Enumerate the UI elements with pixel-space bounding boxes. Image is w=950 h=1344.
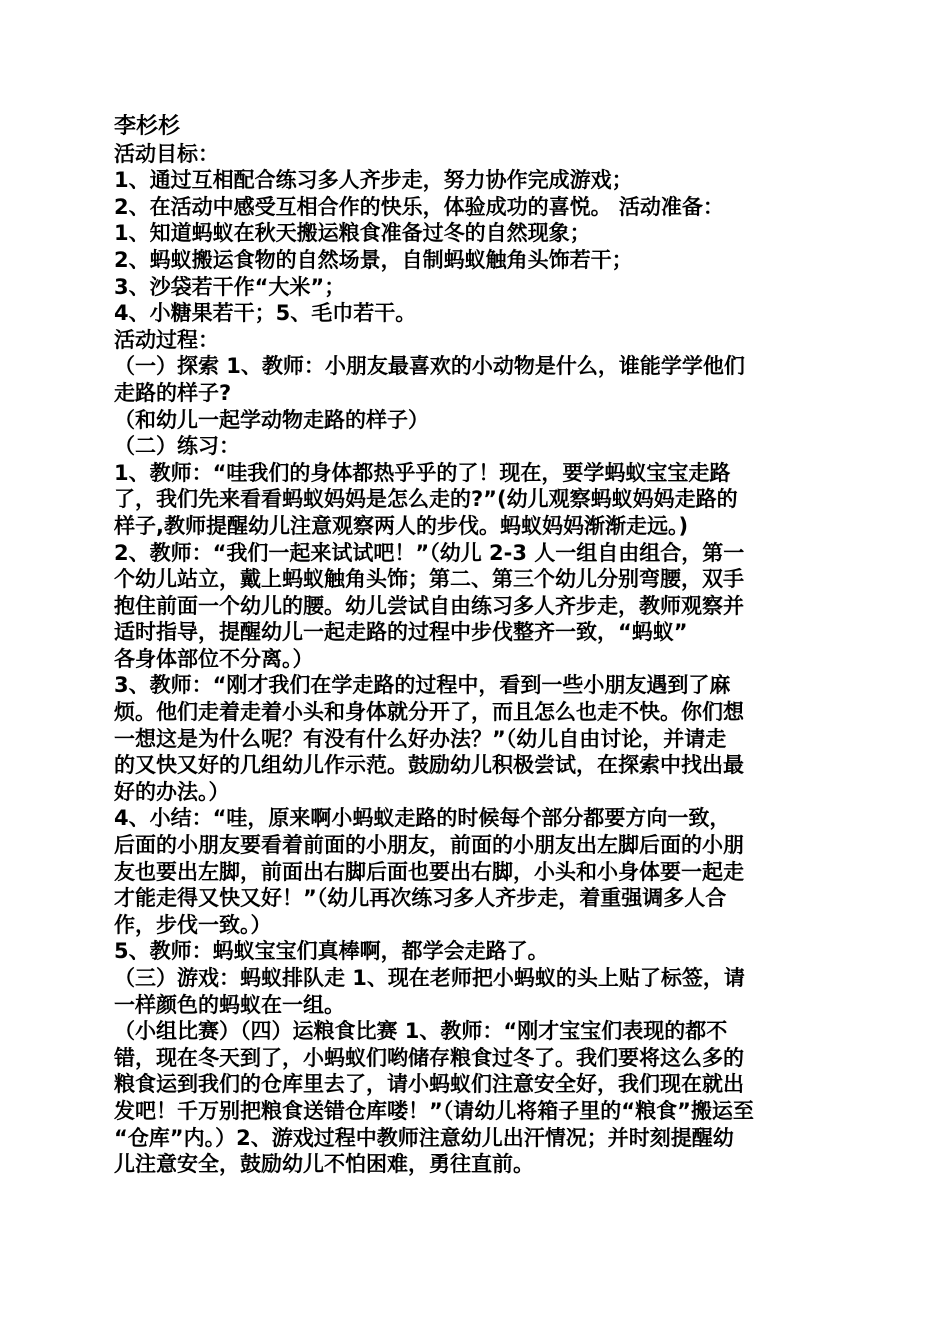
text-line: 3、教师：“刚才我们在学走路的过程中，看到一些小朋友遇到了麻 [114,673,731,698]
text-line: 4、小结：“哇，原来啊小蚂蚁走路的时候每个部分都要方向一致， [114,806,731,831]
text-line: 了，我们先来看看蚂蚁妈妈是怎么走的?”(幼儿观察蚂蚁妈妈走路的 [114,487,738,512]
text-line: 的又快又好的几组幼儿作示范。鼓励幼儿积极尝试，在探索中找出最 [114,753,744,778]
text-line: 2、在活动中感受互相合作的快乐，体验成功的喜悦。 活动准备： [114,194,724,219]
text-line: 好的办法。） [114,779,230,804]
text-line: 1、通过互相配合练习多人齐步走，努力协作完成游戏； [114,168,633,193]
text-line: （三）游戏：蚂蚁排队走 1、现在老师把小蚂蚁的头上贴了标签，请 [114,966,745,990]
text-line: （二）练习： [114,434,240,459]
text-line: 样子,教师提醒幼儿注意观察两人的步伐。蚂蚁妈妈渐渐走远。) [114,513,689,538]
text-line: 才能走得又快又好！”（幼儿再次练习多人齐步走，着重强调多人合 [114,886,727,911]
document-page [114,114,838,1178]
text-line: 5、教师：蚂蚁宝宝们真棒啊，都学会走路了。 [114,939,549,964]
text-line: （一）探索 1、教师：小朋友最喜欢的小动物是什么，谁能学学他们 [114,354,745,379]
author-name: 李杉杉 [114,114,181,139]
text-line: 个幼儿站立，戴上蚂蚁触角头饰；第二、第三个幼儿分别弯腰，双手 [114,567,744,592]
text-line: 3、沙袋若干作“大米”； [114,274,346,299]
text-line: “仓库”内。）2、游戏过程中教师注意幼儿出汗情况；并时刻提醒幼 [114,1125,734,1150]
text-line: 儿注意安全，鼓励幼儿不怕困难，勇往直前。 [114,1152,534,1177]
text-line: 一想这是为什么呢？有没有什么好办法？”（幼儿自由讨论，并请走 [114,726,727,751]
text-line: 抱住前面一个幼儿的腰。幼儿尝试自由练习多人齐步走，教师观察并 [114,593,744,618]
text-line: 适时指导，提醒幼儿一起走路的过程中步伐整齐一致，“蚂蚁” [114,620,688,645]
text-line: 友也要出左脚，前面出右脚后面也要出右脚，小头和小身体要一起走 [114,859,744,884]
text-line: 4、小糖果若干；5、毛巾若干。 [114,301,417,326]
text-line: 1、知道蚂蚁在秋天搬运粮食准备过冬的自然现象； [114,221,591,246]
text-line: 走路的样子? [114,380,232,405]
text-line: （和幼儿一起学动物走路的样子） [114,407,429,432]
text-line: 发吧！千万别把粮食送错仓库喽！”（请幼儿将箱子里的“粮食”搬运至 [114,1098,754,1123]
text-line: 2、蚂蚁搬运食物的自然场景，自制蚂蚁触角头饰若干； [114,247,633,272]
text-line: 一样颜色的蚂蚁在一组。 [114,992,345,1017]
text-line: 各身体部位不分离。） [114,646,314,671]
text-line: 活动目标： [114,141,219,166]
text-line: 粮食运到我们的仓库里去了，请小蚂蚁们注意安全好，我们现在就出 [114,1072,744,1097]
text-line: 烦。他们走着走着小头和身体就分开了，而且怎么也走不快。你们想 [114,700,744,725]
text-line: （小组比赛）（四）运粮食比赛 1、教师：“刚才宝宝们表现的都不 [114,1019,728,1044]
text-line: 作，步伐一致。） [114,912,272,937]
text-line: 错，现在冬天到了，小蚂蚁们哟储存粮食过冬了。我们要将这么多的 [114,1045,744,1070]
text-line: 2、教师：“我们一起来试试吧！”（幼儿 2-3 人一组自由组合，第一 [114,540,745,565]
text-line: 后面的小朋友要看着前面的小朋友，前面的小朋友出左脚后面的小朋 [114,833,744,858]
text-line: 1、教师：“哇我们的身体都热乎乎的了！现在，要学蚂蚁宝宝走路 [114,460,731,485]
text-line: 活动过程： [114,327,219,352]
